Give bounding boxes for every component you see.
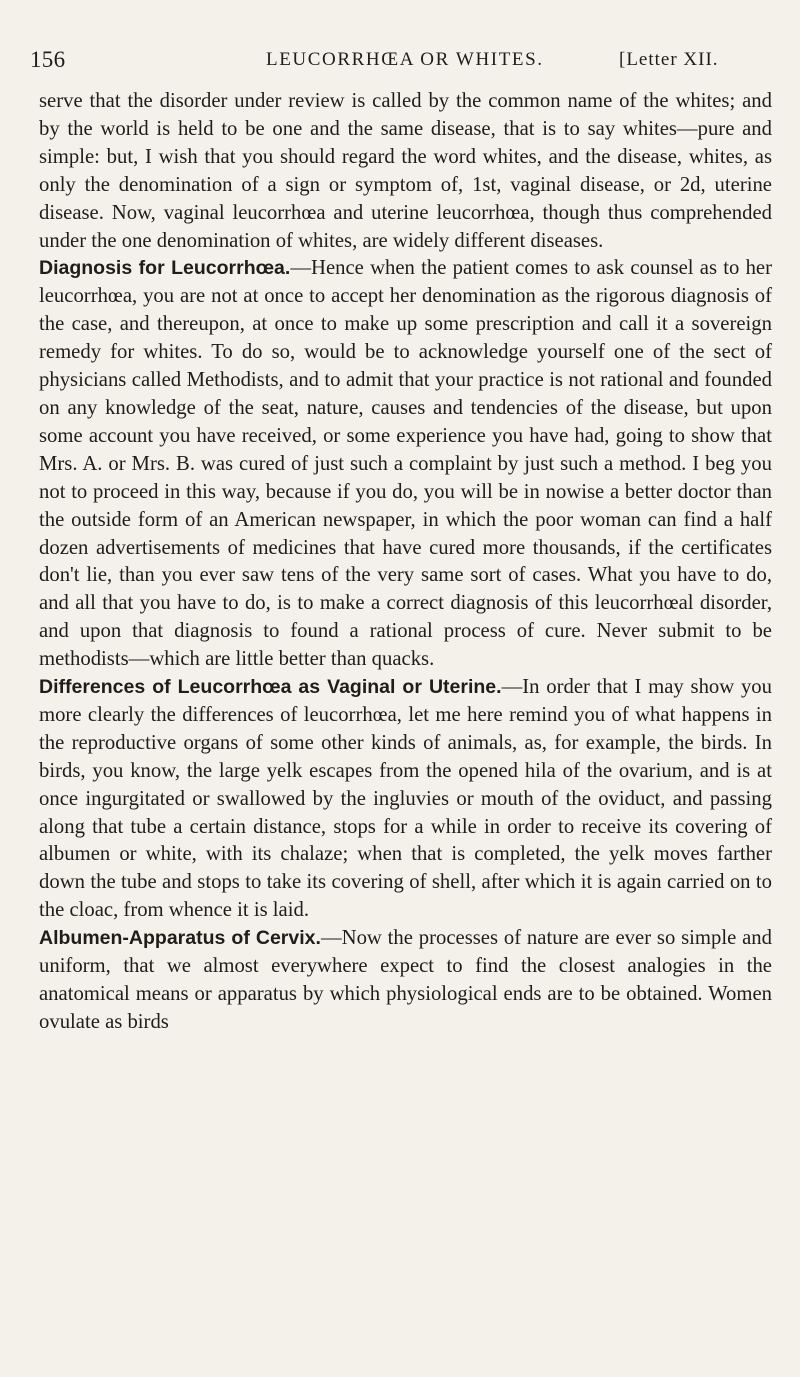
paragraph-text: serve that the disorder under review is called by the common name of the whites; and by the world is held to be one and the same disease, that is to say whites—pure and simple: but, I wish that you should regard the word whites, and the disease, whites, as only the denomination of a sign or symptom of, 1st, vaginal disease, or 2d, uterine disease. Now, vaginal leucorrhœa and uterine leucorrhœa, though thus comprehended under the one denomination of whites, are widely different diseases. xyxy=(39,90,772,252)
paragraph-text: —Now the processes of nature are ever so simple and uniform, that we almost everywhere expect to find the closest analogies in the anatomical means or apparatus by which physiological ends are to be obtained. Women ovulate as birds xyxy=(39,927,772,1033)
running-title: LEUCORRHŒA OR WHITES. xyxy=(266,49,544,70)
page-number: 156 xyxy=(30,47,66,72)
letter-reference: [Letter XII. xyxy=(619,49,719,70)
paragraph-text: —Hence when the patient comes to ask counsel as to her leucorrhœa, you are not at once to accept her denomination as the rigorous diagnosis of the case, and thereupon, at once to make up some prescription and call it a sovereign remedy for whites. To do so, would be to acknowledge yourself one of the sect of physicians called Methodists, and to admit that your practice is not rational and founded on any knowledge of the seat, nature, causes and tendencies of the disease, but upon some account you have received, or some experience you have had, going to show that Mrs. A. or Mrs. B. was cured of just such a complaint by just such a method. I beg you not to proceed in this way, because if you do, you will be in nowise a better doctor than the outside form of an American newspaper, in which the poor woman can find a half dozen advertisements of medicines that have cured more thousands, if the certificates don't lie, than you ever saw tens of the very same sort of cases. What you have to do, and all that you have to do, is to make a correct diagnosis of this leucorrhœal disorder, and upon that diagnosis to found a rational process of cure. Never submit to be methodists—which are little better than quacks. xyxy=(39,257,772,671)
paragraph-text: —In order that I may show you more clearly the differences of leucorrhœa, let me here remind you of what happens in the reproductive organs of some other kinds of animals, as, for example, the birds. In birds, you know, the large yelk escapes from the opened hila of the ovarium, and is at once ingurgitated or swallowed by the ingluvies or mouth of the oviduct, and passing along that tube a certain distance, stops for a while in order to receive its covering of albumen or white, with its chalaze; when that is completed, the yelk moves farther down the tube and stops to take its covering of shell, after which it is again carried on to the cloac, from whence it is laid. xyxy=(39,676,772,922)
section-heading: Albumen-Apparatus of Cervix. xyxy=(39,927,321,950)
paragraph-diagnosis xyxy=(39,255,772,674)
paragraph-differences xyxy=(39,674,772,925)
section-heading: Diagnosis for Leucorrhœa. xyxy=(39,257,291,280)
section-heading: Differences of Leucorrhœa as Vaginal or Uterine. xyxy=(39,676,502,699)
page-header xyxy=(30,40,780,80)
body-text xyxy=(39,88,772,1037)
paragraph-continuation xyxy=(39,88,772,255)
paragraph-albumen-apparatus xyxy=(39,925,772,1037)
